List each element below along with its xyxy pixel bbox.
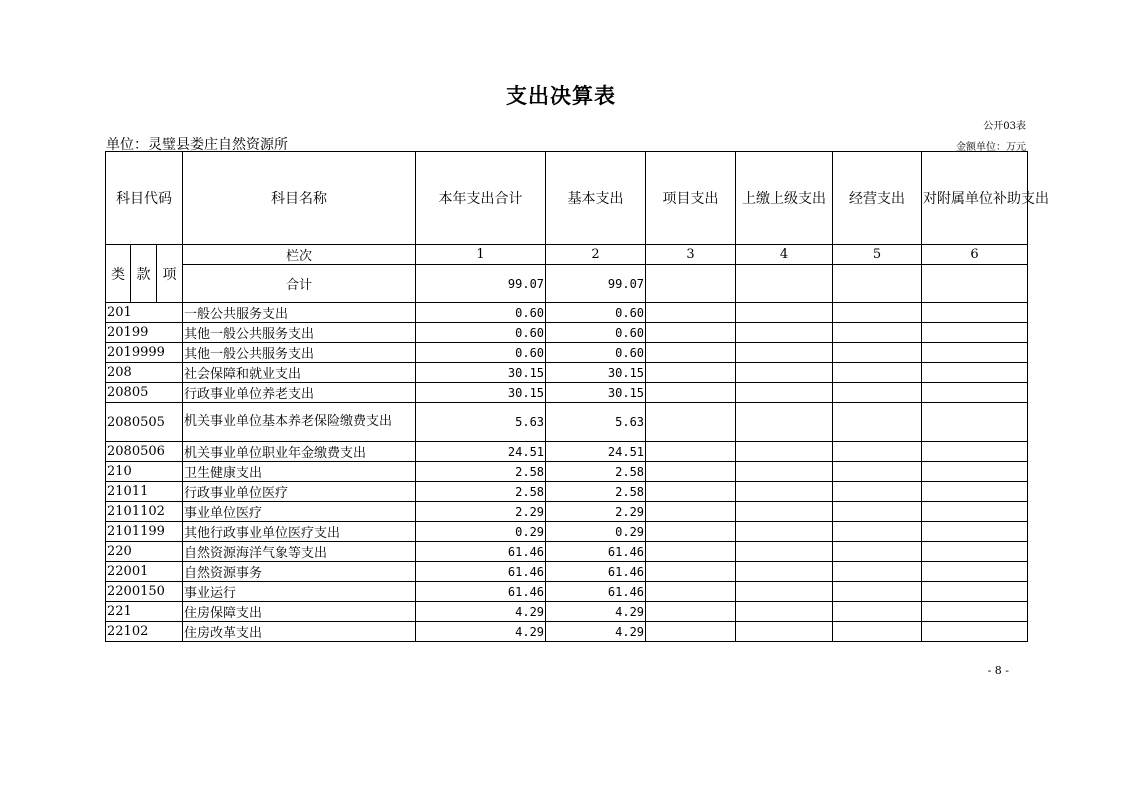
- unit-label: 单位：灵璧县娄庄自然资源所: [106, 137, 288, 153]
- row-project: [646, 462, 736, 482]
- row-name: 事业单位医疗: [183, 502, 416, 522]
- row-business: [833, 403, 922, 442]
- row-project: [646, 582, 736, 602]
- row-total: 2.58: [416, 482, 546, 502]
- summary-row: [106, 265, 1028, 303]
- row-code: 2019999: [106, 343, 183, 363]
- row-basic: 2.58: [546, 462, 646, 482]
- row-code: 2101102: [106, 502, 183, 522]
- row-basic: 5.63: [546, 403, 646, 442]
- page-number: - 8 -: [987, 664, 1009, 677]
- row-basic: 61.46: [546, 562, 646, 582]
- page-title: 支出决算表: [506, 84, 616, 108]
- row-subsidy: [922, 343, 1028, 363]
- column-index-4: 4: [736, 245, 833, 265]
- header-subsidy: 对附属单位补助支出: [922, 152, 1028, 245]
- row-remit: [736, 542, 833, 562]
- header-row: [106, 152, 1028, 245]
- row-project: [646, 363, 736, 383]
- row-total: 30.15: [416, 363, 546, 383]
- row-business: [833, 442, 922, 462]
- row-name: 行政事业单位养老支出: [183, 383, 416, 403]
- header-basic: 基本支出: [546, 152, 646, 245]
- table-row: [106, 462, 1028, 482]
- row-total: 0.60: [416, 303, 546, 323]
- row-project: [646, 303, 736, 323]
- table-row: [106, 542, 1028, 562]
- row-remit: [736, 403, 833, 442]
- expenditure-table: [105, 151, 1050, 642]
- row-remit: [736, 622, 833, 642]
- row-code: 2080505: [106, 403, 183, 442]
- row-basic: 30.15: [546, 363, 646, 383]
- row-remit: [736, 303, 833, 323]
- row-project: [646, 622, 736, 642]
- row-subsidy: [922, 602, 1028, 622]
- summary-total: 99.07: [416, 265, 546, 303]
- row-project: [646, 442, 736, 462]
- row-basic: 0.29: [546, 522, 646, 542]
- row-remit: [736, 602, 833, 622]
- row-subsidy: [922, 502, 1028, 522]
- column-index-row: [106, 245, 1028, 265]
- row-business: [833, 502, 922, 522]
- row-code: 22001: [106, 562, 183, 582]
- row-total: 0.60: [416, 323, 546, 343]
- row-remit: [736, 462, 833, 482]
- row-business: [833, 582, 922, 602]
- header-remit: 上缴上级支出: [736, 152, 833, 245]
- summary-remit: [736, 265, 833, 303]
- row-subsidy: [922, 582, 1028, 602]
- row-remit: [736, 482, 833, 502]
- row-name: 行政事业单位医疗: [183, 482, 416, 502]
- row-code: 210: [106, 462, 183, 482]
- row-subsidy: [922, 403, 1028, 442]
- row-total: 61.46: [416, 582, 546, 602]
- row-project: [646, 522, 736, 542]
- row-remit: [736, 363, 833, 383]
- row-basic: 24.51: [546, 442, 646, 462]
- row-total: 5.63: [416, 403, 546, 442]
- row-subsidy: [922, 482, 1028, 502]
- row-basic: 2.29: [546, 502, 646, 522]
- row-code: 20805: [106, 383, 183, 403]
- row-subsidy: [922, 562, 1028, 582]
- header-project: 项目支出: [646, 152, 736, 245]
- column-index-3: 3: [646, 245, 736, 265]
- row-subsidy: [922, 462, 1028, 482]
- header-total: 本年支出合计: [416, 152, 546, 245]
- row-business: [833, 363, 922, 383]
- row-name: 社会保障和就业支出: [183, 363, 416, 383]
- summary-project: [646, 265, 736, 303]
- row-total: 2.58: [416, 462, 546, 482]
- row-code: 220: [106, 542, 183, 562]
- table-row: [106, 323, 1028, 343]
- row-business: [833, 522, 922, 542]
- row-total: 24.51: [416, 442, 546, 462]
- row-code: 201: [106, 303, 183, 323]
- row-remit: [736, 562, 833, 582]
- summary-subsidy: [922, 265, 1028, 303]
- row-project: [646, 323, 736, 343]
- row-business: [833, 303, 922, 323]
- row-project: [646, 542, 736, 562]
- row-name: 其他一般公共服务支出: [183, 343, 416, 363]
- row-total: 0.60: [416, 343, 546, 363]
- row-total: 61.46: [416, 542, 546, 562]
- column-index-2: 2: [546, 245, 646, 265]
- row-business: [833, 542, 922, 562]
- row-name: 卫生健康支出: [183, 462, 416, 482]
- row-remit: [736, 343, 833, 363]
- row-remit: [736, 383, 833, 403]
- row-basic: 4.29: [546, 622, 646, 642]
- row-business: [833, 622, 922, 642]
- row-subsidy: [922, 383, 1028, 403]
- row-code: 21011: [106, 482, 183, 502]
- row-total: 2.29: [416, 502, 546, 522]
- table-row: [106, 383, 1028, 403]
- row-business: [833, 482, 922, 502]
- header-business: 经营支出: [833, 152, 922, 245]
- row-name: 住房改革支出: [183, 622, 416, 642]
- row-basic: 30.15: [546, 383, 646, 403]
- row-business: [833, 602, 922, 622]
- table-row: [106, 522, 1028, 542]
- row-basic: 61.46: [546, 542, 646, 562]
- row-total: 0.29: [416, 522, 546, 542]
- row-business: [833, 562, 922, 582]
- table-row: [106, 363, 1028, 383]
- row-name: 事业运行: [183, 582, 416, 602]
- row-basic: 0.60: [546, 343, 646, 363]
- table-row: [106, 622, 1028, 642]
- row-total: 4.29: [416, 602, 546, 622]
- summary-label: 合计: [183, 265, 416, 303]
- row-code: 2101199: [106, 522, 183, 542]
- column-index-1: 1: [416, 245, 546, 265]
- table-row: [106, 562, 1028, 582]
- row-name: 机关事业单位职业年金缴费支出: [183, 442, 416, 462]
- amount-unit: 金额单位：万元: [956, 142, 1026, 153]
- row-remit: [736, 442, 833, 462]
- header-kuan: 款: [131, 245, 157, 303]
- row-subsidy: [922, 442, 1028, 462]
- row-project: [646, 482, 736, 502]
- row-total: 61.46: [416, 562, 546, 582]
- row-subsidy: [922, 363, 1028, 383]
- row-basic: 0.60: [546, 303, 646, 323]
- row-basic: 4.29: [546, 602, 646, 622]
- row-basic: 0.60: [546, 323, 646, 343]
- table-row: [106, 403, 1028, 442]
- column-index-6: 6: [922, 245, 1028, 265]
- row-project: [646, 502, 736, 522]
- header-name: 科目名称: [183, 152, 416, 245]
- row-name: 住房保障支出: [183, 602, 416, 622]
- row-business: [833, 323, 922, 343]
- row-project: [646, 562, 736, 582]
- row-code: 221: [106, 602, 183, 622]
- row-total: 30.15: [416, 383, 546, 403]
- table-row: [106, 582, 1028, 602]
- table-row: [106, 482, 1028, 502]
- table-row: [106, 502, 1028, 522]
- header-lei: 类: [106, 245, 131, 303]
- row-remit: [736, 323, 833, 343]
- row-project: [646, 403, 736, 442]
- row-project: [646, 343, 736, 363]
- table-row: [106, 602, 1028, 622]
- row-remit: [736, 502, 833, 522]
- row-name: 自然资源事务: [183, 562, 416, 582]
- table-row: [106, 442, 1028, 462]
- row-business: [833, 343, 922, 363]
- row-project: [646, 602, 736, 622]
- summary-basic: 99.07: [546, 265, 646, 303]
- row-subsidy: [922, 303, 1028, 323]
- table-row: [106, 343, 1028, 363]
- row-basic: 2.58: [546, 482, 646, 502]
- row-project: [646, 383, 736, 403]
- row-subsidy: [922, 542, 1028, 562]
- form-code: 公开03表: [983, 121, 1026, 132]
- row-subsidy: [922, 622, 1028, 642]
- row-subsidy: [922, 522, 1028, 542]
- row-name: 其他一般公共服务支出: [183, 323, 416, 343]
- row-remit: [736, 582, 833, 602]
- row-basic: 61.46: [546, 582, 646, 602]
- row-total: 4.29: [416, 622, 546, 642]
- header-xiang: 项: [157, 245, 183, 303]
- row-subsidy: [922, 323, 1028, 343]
- row-code: 2200150: [106, 582, 183, 602]
- row-code: 20199: [106, 323, 183, 343]
- row-code: 208: [106, 363, 183, 383]
- row-name: 机关事业单位基本养老保险缴费支出: [183, 403, 416, 442]
- row-code: 2080506: [106, 442, 183, 462]
- row-name: 自然资源海洋气象等支出: [183, 542, 416, 562]
- row-business: [833, 462, 922, 482]
- row-remit: [736, 522, 833, 542]
- row-name: 其他行政事业单位医疗支出: [183, 522, 416, 542]
- row-code: 22102: [106, 622, 183, 642]
- column-index-label: 栏次: [183, 245, 416, 265]
- row-business: [833, 383, 922, 403]
- table-row: [106, 303, 1028, 323]
- summary-business: [833, 265, 922, 303]
- header-code: 科目代码: [106, 152, 183, 245]
- column-index-5: 5: [833, 245, 922, 265]
- row-name: 一般公共服务支出: [183, 303, 416, 323]
